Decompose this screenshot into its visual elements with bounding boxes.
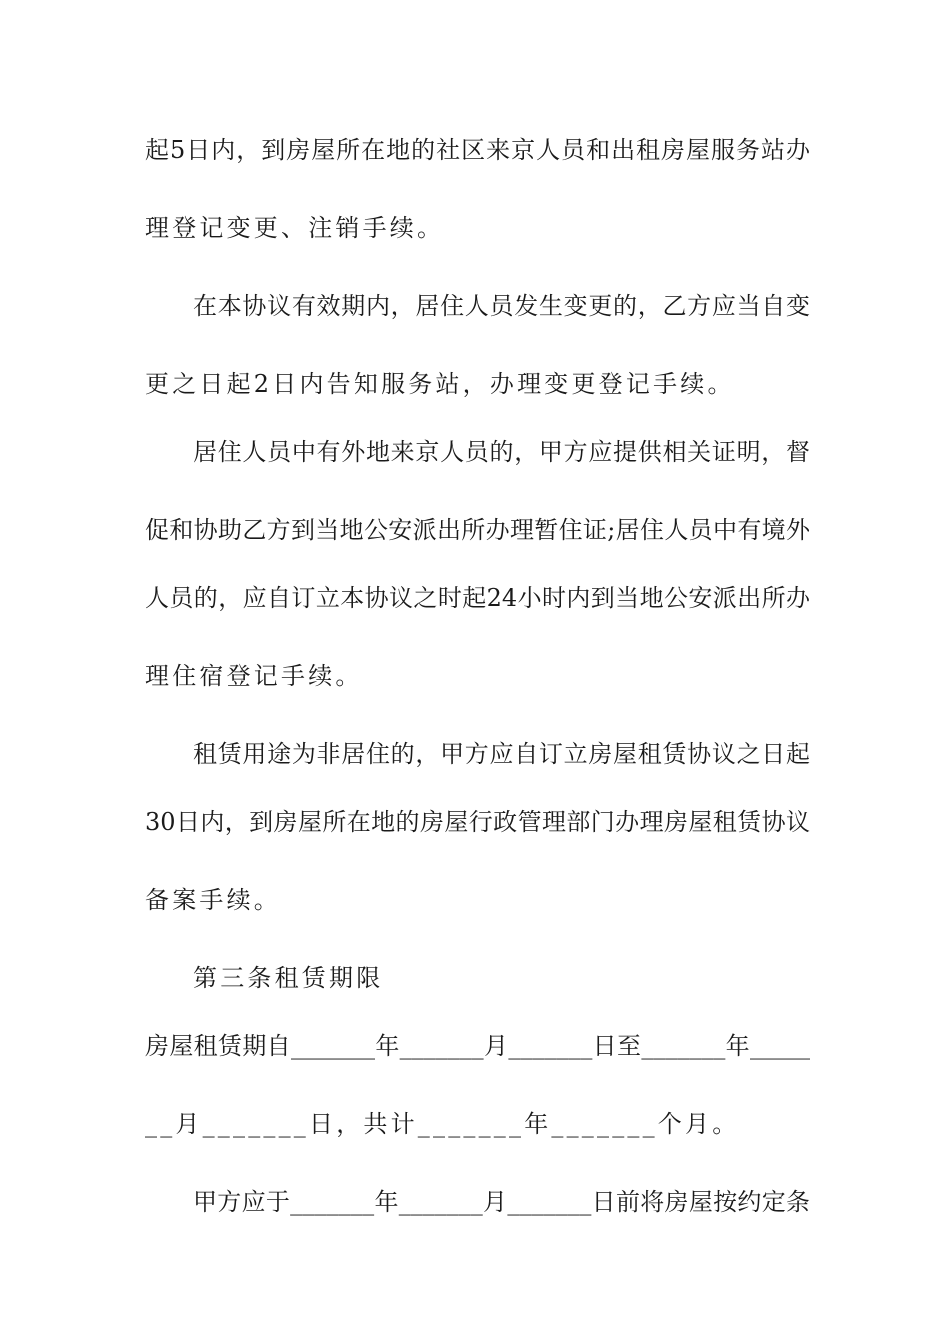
section-heading: 第三条租赁期限: [193, 964, 384, 992]
text-line: 30日内，到房屋所在地的房屋行政管理部门办理房屋租赁协议: [145, 808, 810, 836]
text-line: 促和协助乙方到当地公安派出所办理暂住证;居住人员中有境外: [145, 516, 810, 544]
text-line: 起5日内，到房屋所在地的社区来京人员和出租房屋服务站办: [145, 136, 810, 164]
text-line: 租赁用途为非居住的，甲方应自订立房屋租赁协议之日起: [193, 740, 810, 768]
text-line: 理登记变更、注销手续。: [145, 214, 445, 242]
text-line: 备案手续。: [145, 886, 281, 914]
text-line: 居住人员中有外地来京人员的，甲方应提供相关证明，督: [193, 438, 810, 466]
text-line: 在本协议有效期内，居住人员发生变更的，乙方应当自变: [193, 292, 810, 320]
text-line: __月_______日，共计_______年_______个月。: [145, 1110, 740, 1138]
text-line: 人员的，应自订立本协议之时起24小时内到当地公安派出所办: [145, 584, 810, 612]
text-line: 更之日起2日内告知服务站，办理变更登记手续。: [145, 370, 735, 398]
text-line: 甲方应于_______年_______月_______日前将房屋按约定条: [193, 1188, 810, 1216]
text-line: 理住宿登记手续。: [145, 662, 363, 690]
text-line: 房屋租赁期自_______年_______月_______日至_______年_____: [145, 1032, 810, 1060]
